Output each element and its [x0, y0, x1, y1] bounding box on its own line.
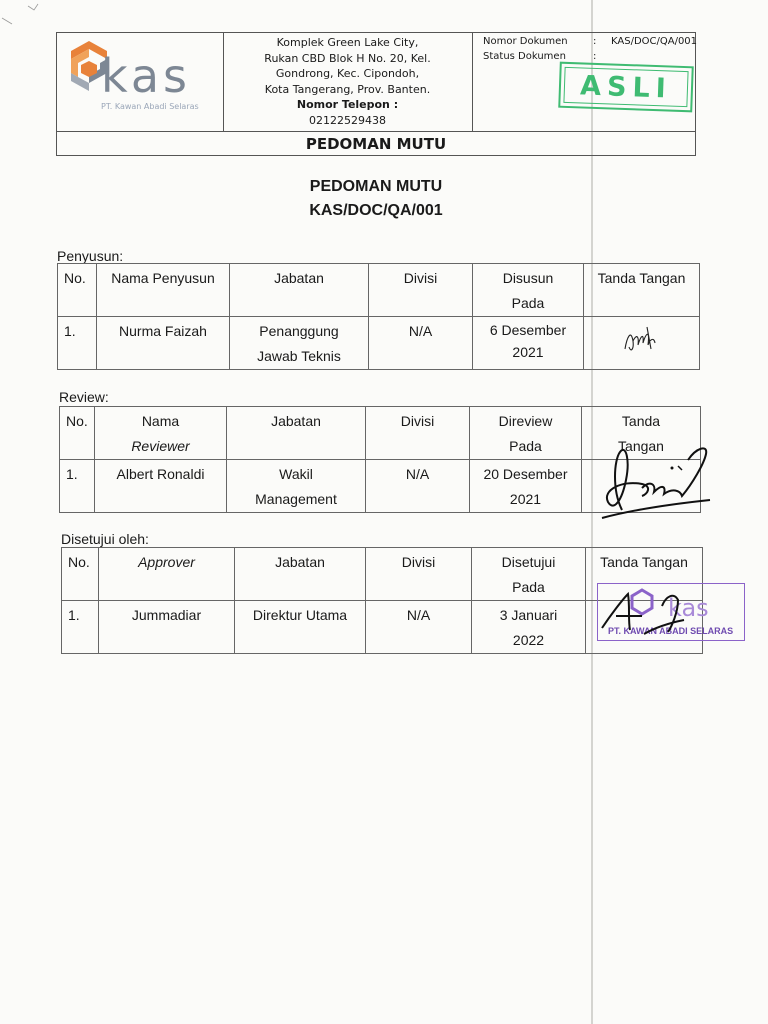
cell-jabatan-line1: Wakil	[279, 466, 313, 482]
cell-date-line2: 2021	[512, 344, 544, 360]
header-divisi: Divisi	[366, 407, 470, 460]
logo-tagline: PT. Kawan Abadi Selaras	[101, 102, 199, 111]
cell-signature	[584, 317, 700, 370]
svg-text:kas: kas	[668, 594, 709, 622]
header-date-line1: Disetujui	[501, 554, 556, 570]
doc-number-value: KAS/DOC/QA/001	[611, 36, 698, 47]
header-date-line1: Direview	[498, 413, 553, 429]
cell-name: Nurma Faizah	[97, 317, 230, 370]
header-date	[472, 548, 586, 601]
cell-jabatan	[230, 317, 369, 370]
header-date-line1: Disusun	[502, 270, 554, 286]
header-name-line1: Nama	[141, 413, 180, 429]
address-line: Gondrong, Kec. Cipondoh,	[275, 67, 420, 80]
corner-scribble	[0, 0, 40, 30]
cell-divisi: N/A	[366, 601, 472, 654]
cell-jabatan: Direktur Utama	[235, 601, 366, 654]
table-penyusun	[57, 263, 700, 370]
doc-status-label: Status Dokumen	[483, 51, 566, 62]
section-label-review: Review:	[59, 389, 109, 405]
header-date-line2: Pada	[509, 438, 542, 454]
table-header-row	[58, 264, 700, 317]
header-name	[95, 407, 227, 460]
cell-jabatan-line2: Management	[255, 491, 337, 507]
original-stamp	[558, 62, 694, 113]
cell-divisi: N/A	[366, 460, 470, 513]
cell-no: 1.	[60, 460, 95, 513]
cell-date-line1: 20 Desember	[483, 466, 568, 482]
logo-wordmark: kas	[101, 49, 191, 103]
header-divisi: Divisi	[369, 264, 473, 317]
document-title: PEDOMAN MUTU	[309, 178, 443, 195]
stamp-company-name: PT. KAWAN ABADI SELARAS	[608, 626, 734, 636]
cell-date-line2: 2021	[509, 491, 542, 507]
doc-number-label: Nomor Dokumen	[483, 36, 568, 47]
cell-name: Jummadiar	[99, 601, 235, 654]
header-date	[470, 407, 582, 460]
section-label-approval: Disetujui oleh:	[61, 531, 149, 547]
cell-date	[473, 317, 584, 370]
cell-jabatan-line1: Penanggung	[259, 323, 339, 339]
section-label-penyusun: Penyusun:	[57, 248, 124, 264]
company-logo	[57, 33, 224, 131]
cell-jabatan-line2: Jawab Teknis	[257, 348, 341, 364]
cell-divisi: N/A	[369, 317, 473, 370]
doc-status-row	[483, 51, 611, 62]
address-line: Rukan CBD Blok H No. 20, Kel.	[264, 51, 431, 65]
cell-date-line1: 6 Desember	[489, 322, 567, 338]
header-date	[473, 264, 584, 317]
stamp-text: ASLI	[579, 70, 673, 105]
cell-date	[470, 460, 582, 513]
cell-no: 1.	[62, 601, 99, 654]
signature-jummadiar	[588, 586, 698, 646]
header-signature: Tanda Tangan	[586, 548, 703, 601]
header-name: Nama Penyusun	[97, 264, 230, 317]
company-address	[223, 33, 473, 131]
cell-date	[472, 601, 586, 654]
header-no: No.	[62, 548, 99, 601]
document-code: KAS/DOC/QA/001	[309, 202, 443, 219]
address-line: Kota Tangerang, Prov. Banten.	[264, 82, 431, 96]
header-divisi: Divisi	[366, 548, 472, 601]
phone-label: Nomor Telepon :	[296, 98, 399, 111]
cell-date-line2: 2022	[512, 632, 545, 648]
header-signature-line1: Tanda	[621, 413, 661, 429]
header-jabatan: Jabatan	[227, 407, 366, 460]
doc-number-row	[483, 36, 697, 47]
signature-nurma	[617, 319, 667, 359]
header-jabatan: Jabatan	[235, 548, 366, 601]
header-date-line2: Pada	[512, 579, 545, 595]
header-signature: Tanda Tangan	[584, 264, 700, 317]
cell-name: Albert Ronaldi	[95, 460, 227, 513]
header-name-line2: Reviewer	[131, 438, 190, 454]
cell-jabatan	[227, 460, 366, 513]
doc-status-separator: :	[593, 51, 597, 62]
header-jabatan: Jabatan	[230, 264, 369, 317]
header-no: No.	[60, 407, 95, 460]
cell-no: 1.	[58, 317, 97, 370]
address-line: Komplek Green Lake City,	[276, 36, 419, 49]
doc-number-separator: :	[593, 36, 597, 47]
signature-albert	[592, 440, 717, 525]
header-name: Approver	[99, 548, 235, 601]
header-no: No.	[58, 264, 97, 317]
phone-number: 02122529438	[309, 113, 386, 127]
cell-date-line1: 3 Januari	[499, 607, 558, 623]
header-date-line2: Pada	[511, 295, 545, 311]
table-row	[58, 317, 700, 370]
header-section-title: PEDOMAN MUTU	[57, 131, 695, 157]
header-signature-line2: Tangan	[618, 438, 664, 454]
